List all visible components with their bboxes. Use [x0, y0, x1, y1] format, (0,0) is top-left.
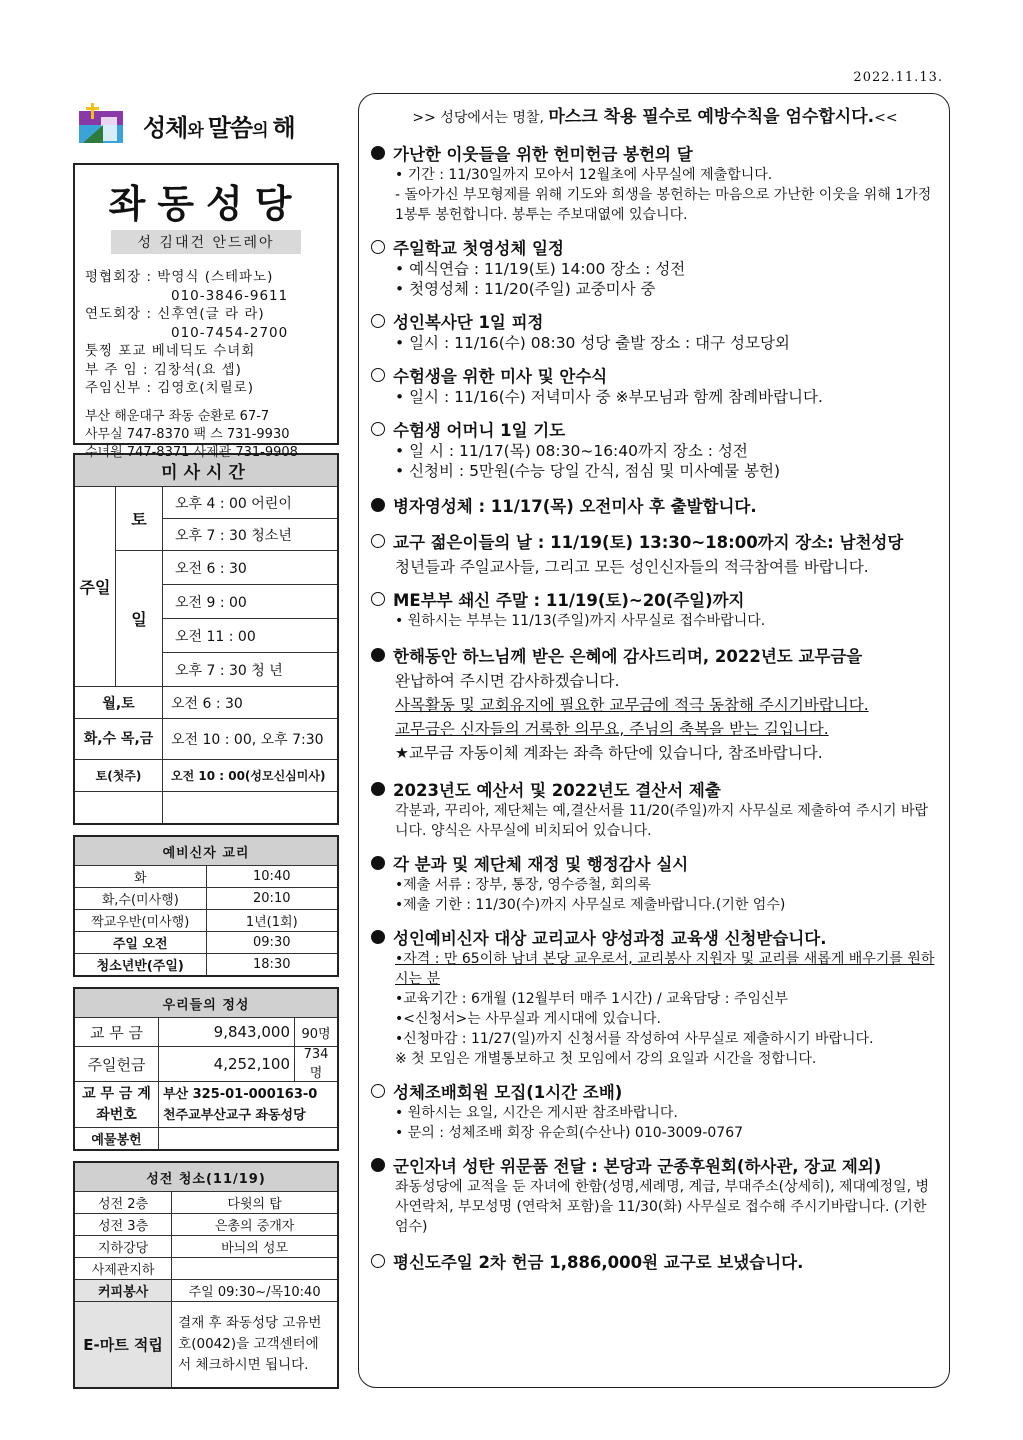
- announcement-line: • 일시 : 11/16(수) 08:30 성당 출발 장소 : 대구 성모당외: [395, 334, 790, 352]
- filled-bullet-icon: [371, 498, 385, 512]
- announcement-line: •신청마감 : 11/27(일)까지 신청서를 작성하여 사무실로 제출하시기 바랍니다.: [395, 1031, 874, 1047]
- announcement-line: 좌동성당에 교적을 둔 자녀에 한함(성명,세례명, 계급, 부대주소(상세히), 제대예정일, 병사연락처, 부모성명 (연락처 포함)을 11/30(화) 사무실로 접수해 주시기바랍니다. (기한 엄수): [395, 1179, 930, 1235]
- announcement-title: 주일학교 첫영성체 일정: [371, 235, 939, 259]
- announcement-line: • 신청비 : 5만원(수능 당일 간식, 점심 및 미사예물 봉헌): [395, 462, 781, 480]
- account-info: 부산 325-01-000163-0 천주교부산교구 좌동성당: [158, 1082, 338, 1128]
- year-theme: 성체와 말씀의 해: [143, 113, 295, 142]
- announcement-item: [371, 777, 939, 841]
- announcement-line: 교무금은 신자들의 거룩한 의무요, 주님의 축복을 받는 길입니다.: [395, 720, 829, 738]
- safety-notice: >> 성당에서는 명찰, 마스크 착용 필수로 예방수칙을 엄수합시다.<<: [412, 107, 898, 127]
- ring-bullet-icon: [371, 1254, 385, 1268]
- announcement-line: •교육기간 : 6개월 (12월부터 매주 1시간) / 교육담당 : 주임신부: [395, 991, 789, 1007]
- parish-info-card: [73, 163, 339, 460]
- church-logo-icon: [73, 99, 135, 151]
- announcement-item: [371, 643, 939, 763]
- announcement-item: [371, 363, 939, 407]
- announcement-title: 성인예비신자 대상 교리교사 양성과정 교육생 신청받습니다.: [371, 925, 939, 949]
- announcement-line: 청년들과 주일교사들, 그리고 모든 성인신자들의 적극참여를 바랍니다.: [395, 558, 869, 576]
- announcement-line: ★교무금 자동이체 계좌는 좌측 하단에 있습니다, 참조바랍니다.: [395, 744, 823, 762]
- announcement-title: ME부부 쇄신 주말 : 11/19(토)~20(주일)까지: [371, 587, 939, 611]
- announcement-item: [371, 851, 939, 915]
- announcement-line: •제출 기한 : 11/30(수)까지 사무실로 제출바랍니다.(기한 엄수): [395, 897, 786, 913]
- ring-bullet-icon: [371, 240, 385, 254]
- left-column: [73, 95, 339, 1389]
- announcement-item: [371, 235, 939, 299]
- announcement-item: [371, 1079, 939, 1143]
- announcement-line: • 원하시는 요일, 시간은 게시판 참조바랍니다.: [395, 1105, 678, 1121]
- announcement-title: 한해동안 하느님께 받은 은혜에 감사드리며, 2022년도 교무금을: [371, 643, 939, 667]
- announcement-line: • 문의 : 성체조배 회장 유순희(수산나) 010-3009-0767: [395, 1125, 744, 1141]
- announcement-line: - 돌아가신 부모형제를 위해 기도와 희생을 봉헌하는 마음으로 가난한 이웃을 위해 1가정 1봉투 봉헌합니다. 봉투는 주보대엾에 있습니다.: [395, 187, 932, 223]
- announcement-item: [371, 1153, 939, 1237]
- announcement-line: • 기간 : 11/30일까지 모아서 12월초에 사무실에 제출합니다.: [395, 167, 773, 183]
- filled-bullet-icon: [371, 1158, 385, 1172]
- announcement-list: [371, 141, 939, 1273]
- announcement-line: •자격 : 만 65이하 남녀 본당 교우로서, 교리봉사 지원자 및 교리를 새롭게 배우기를 원하시는 분: [395, 951, 935, 987]
- announcement-title: 군인자녀 성탄 위문품 전달 : 본당과 군종후원회(하사관, 장교 제외): [371, 1153, 939, 1177]
- filled-bullet-icon: [371, 146, 385, 160]
- announcement-item: [371, 417, 939, 481]
- ring-bullet-icon: [371, 592, 385, 606]
- catechism-table: 예비신자 교리 화 10:40 화,수(미사행) 20:10 짝교우반(미사행) 1년(1회) 주일 오전 09:30 청소년반(주일) 18:30: [73, 835, 339, 977]
- announcement-item: [371, 925, 939, 1069]
- announcements-panel: [358, 93, 950, 1388]
- ring-bullet-icon: [371, 422, 385, 436]
- announcement-line: 각분과, 꾸리아, 제단체는 예,결산서를 11/20(주일)까지 사무실로 제출하여 주시기 바랍니다. 양식은 사무실에 비치되어 있습니다.: [395, 803, 928, 839]
- announcement-title: 병자영성체 : 11/17(목) 오전미사 후 출발합니다.: [371, 493, 939, 517]
- announcement-line: 사목활동 및 교회유지에 필요한 교무금에 적극 동참해 주시기바랍니다.: [395, 696, 869, 714]
- staff-list: 평협회장 : 박영식 (스테파노) 010-3846-9611 연도회장 : 신후연(글 라 라) 010-7454-2700 툿찡 포교 베네딕도 수녀회 부 주 임 : 김창석(요 셉) 주임신부 : 김영호(치릴로): [85, 269, 289, 396]
- parish-name: 좌동성당: [108, 181, 304, 226]
- announcement-line: • 예식연습 : 11/19(토) 14:00 장소 : 성전: [395, 260, 686, 278]
- announcement-line: • 첫영성체 : 11/20(주일) 교중미사 중: [395, 280, 656, 298]
- ring-bullet-icon: [371, 368, 385, 382]
- announcement-item: [371, 309, 939, 353]
- mass-schedule-table: 미사시간 주일 토 오후 4 : 00 어린이 오후 7 : 30 청소년 일 오전 6 : 30 오전 9 : 00 오전 11 : 00 오후 7 : 30 청 년 월,토 오전 6 : 30 화,수 목,금 오전 10 : 00, 오후 7:30 토(첫주) 오전 10 : 00(성모신심미사): [73, 453, 339, 825]
- bulletin-date: 2022.11.13.: [853, 70, 943, 85]
- cleaning-table: 성전 청소(11/19) 성전 2층 다윗의 탑 성전 3층 은총의 중개자 지하강당 바늬의 성모 사제관지하 커피봉사 주일 09:30~/목10:40 E-마트 적립 결재 후 좌동성당 고유번호(0042)을 고객센터에서 체크하시면 됩니다.: [73, 1161, 339, 1389]
- announcement-item: [371, 141, 939, 225]
- announcement-title: 가난한 이웃들을 위한 헌미헌금 봉헌의 달: [371, 141, 939, 165]
- logo: [73, 95, 339, 155]
- announcement-item: [371, 587, 939, 631]
- announcement-title: 성체조배회원 모집(1시간 조배): [371, 1079, 939, 1103]
- filled-bullet-icon: [371, 930, 385, 944]
- announcement-item: [371, 1249, 939, 1273]
- announcement-line: •제출 서류 : 장부, 통장, 영수증철, 회의록: [395, 877, 651, 893]
- announcement-line: • 일 시 : 11/17(목) 08:30~16:40까지 장소 : 성전: [395, 442, 748, 460]
- announcement-title: 성인복사단 1일 피정: [371, 309, 939, 333]
- announcement-title: 수험생 어머니 1일 기도: [371, 417, 939, 441]
- ring-bullet-icon: [371, 314, 385, 328]
- announcement-line: 완납하여 주시면 감사하겠습니다.: [395, 672, 620, 690]
- filled-bullet-icon: [371, 856, 385, 870]
- ring-bullet-icon: [371, 534, 385, 548]
- ring-bullet-icon: [371, 1084, 385, 1098]
- announcement-line: • 일시 : 11/16(수) 저녁미사 중 ※부모님과 함께 참례바랍니다.: [395, 388, 823, 406]
- announcement-line: •<신청서>는 사무실과 게시대에 있습니다.: [395, 1011, 661, 1027]
- announcement-line: • 원하시는 부부는 11/13(주일)까지 사무실로 접수바랍니다.: [395, 613, 766, 629]
- announcement-title: 수험생을 위한 미사 및 안수식: [371, 363, 939, 387]
- patron-saint: 성 김대건 안드레아: [111, 230, 301, 254]
- filled-bullet-icon: [371, 782, 385, 796]
- announcement-title: 교구 젊은이들의 날 : 11/19(토) 13:30~18:00까지 장소: 남천성당: [371, 529, 939, 553]
- announcement-title: 각 분과 및 제단체 재정 및 행정감사 실시: [371, 851, 939, 875]
- filled-bullet-icon: [371, 648, 385, 662]
- announcement-item: [371, 493, 939, 517]
- announcement-item: [371, 529, 939, 577]
- announcement-line: ※ 첫 모임은 개별통보하고 첫 모임에서 강의 요일과 시간을 정합니다.: [395, 1051, 817, 1067]
- offering-table: 우리들의 정성 교 무 금 9,843,000 90명 주일헌금 4,252,100 734명 교 무 금 계좌번호 부산 325-01-000163-0 천주교부산교구 좌동성당 예물봉헌: [73, 987, 339, 1151]
- announcement-title: 2023년도 예산서 및 2022년도 결산서 제출: [371, 777, 939, 801]
- contact-address: 부산 해운대구 좌동 순환로 67-7 사무실 747-8370 팩 스 731-9930 수녀원 747-8371 사제관 731-9908: [85, 408, 298, 460]
- announcement-title: 평신도주일 2차 헌금 1,886,000원 교구로 보냈습니다.: [371, 1249, 939, 1273]
